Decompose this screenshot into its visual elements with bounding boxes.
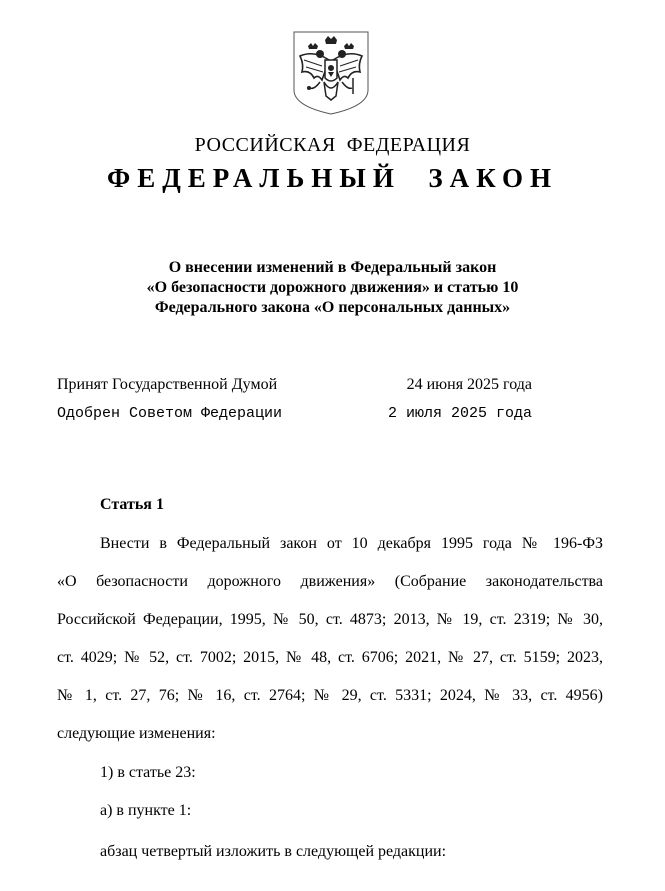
council-approval-label: Одобрен Советом Федерации [57,405,283,422]
russian-coat-of-arms-icon [292,30,370,116]
law-title-line: «О безопасности дорожного движения» и статью 10 [146,279,519,296]
law-title-line: Федерального закона «О персональных данных» [154,299,511,316]
article-heading: Статья 1 [100,496,164,513]
document-type: ФЕДЕРАЛЬНЫЙ ЗАКОН [107,163,558,193]
country-name: РОССИЙСКАЯ ФЕДЕРАЦИЯ [194,134,471,156]
law-title [0,258,665,318]
paragraph-line: № 1, ст. 27, 76; № 16, ст. 2764; № 29, ст. 5331; 2024, № 33, ст. 4956) [57,687,603,704]
duma-adoption-date: 24 июня 2025 года [406,376,532,393]
paragraph-line: Внести в Федеральный закон от 10 декабря 1995 года № 196-ФЗ [100,535,603,552]
paragraph-line: ст. 4029; № 52, ст. 7002; 2015, № 48, ст. 6706; 2021, № 27, ст. 5159; 2023, [57,649,603,666]
list-item: а) в пункте 1: [100,802,192,819]
paragraph-line: «О безопасности дорожного движения» (Собрание законодательства [57,573,603,590]
duma-adoption-row [57,376,532,394]
council-approval-date: 2 июля 2025 года [387,405,532,422]
list-item: абзац четвертый изложить в следующей редакции: [100,843,447,860]
coat-of-arms-emblem [292,30,370,116]
duma-adoption-label: Принят Государственной Думой [57,376,278,393]
council-approval-row [57,405,532,422]
paragraph-line: следующие изменения: [57,725,216,742]
list-item: 1) в статье 23: [100,764,196,781]
paragraph-line: Российской Федерации, 1995, № 50, ст. 4873; 2013, № 19, ст. 2319; № 30, [57,611,603,628]
law-title-line: О внесении изменений в Федеральный закон [168,259,497,276]
